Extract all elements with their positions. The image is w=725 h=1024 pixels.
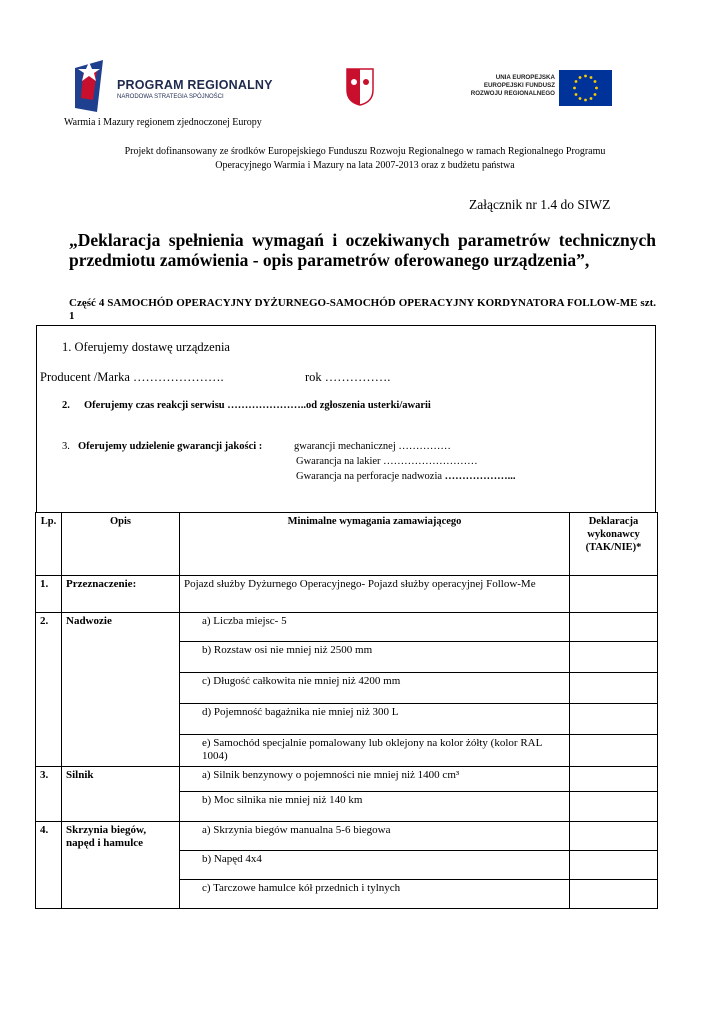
declaration-cell[interactable]: [570, 673, 658, 704]
row-description: Silnik: [62, 767, 180, 822]
requirement-cell: Pojazd służby Dyżurnego Operacyjnego- Pojazd służby operacyjnej Follow-Me: [180, 576, 570, 613]
perforation-warranty-field[interactable]: [296, 471, 516, 482]
declaration-cell[interactable]: [570, 880, 658, 909]
paint-warranty-field[interactable]: Gwarancja na lakier ………………………: [296, 456, 478, 467]
producer-field[interactable]: Producent /Marka ………………….: [40, 370, 224, 384]
row-description: Nadwozie: [62, 613, 180, 767]
row-number: 2.: [36, 613, 62, 767]
perforation-warranty-dots: ………………...: [444, 471, 516, 482]
table-row: [36, 576, 658, 613]
header-requirements: Minimalne wymagania zamawiającego: [180, 513, 570, 576]
requirement-cell: c) Tarczowe hamulce kół przednich i tylnych: [180, 880, 570, 909]
eu-label-line2: EUROPEJSKI FUNDUSZ: [483, 82, 555, 89]
declaration-cell[interactable]: [570, 576, 658, 613]
header-opis: Opis: [62, 513, 180, 576]
declaration-cell[interactable]: [570, 822, 658, 851]
header-lp: Lp.: [36, 513, 62, 576]
table-row: [36, 613, 658, 642]
project-line-1: Projekt dofinansowany ze środków Europejskiego Funduszu Rozwoju Regionalnego w ramach Regionalnego Programu: [124, 146, 606, 157]
declaration-cell[interactable]: [570, 613, 658, 642]
eu-flag-icon: [559, 70, 612, 106]
project-funding-note: [70, 145, 660, 173]
requirement-cell: b) Rozstaw osi nie mniej niż 2500 mm: [180, 642, 570, 673]
row-description: Przeznaczenie:: [62, 576, 180, 613]
offer-item-2-number: 2.: [62, 400, 70, 411]
eu-label-line3: ROZWOJU REGIONALNEGO: [470, 90, 555, 97]
offer-item-3-label: Oferujemy udzielenie gwarancji jakości :: [78, 441, 263, 452]
requirement-cell: b) Napęd 4x4: [180, 851, 570, 880]
perforation-warranty-label: Gwarancja na perforacje nadwozia: [296, 471, 443, 482]
coat-of-arms-icon: [346, 68, 374, 106]
offer-item-1: 1. Oferujemy dostawę urządzenia: [62, 340, 230, 354]
row-description: Skrzynia biegów, napęd i hamulce: [62, 822, 180, 909]
declaration-cell[interactable]: [570, 767, 658, 792]
eu-fund-label: [458, 74, 555, 98]
program-title: PROGRAM REGIONALNY: [117, 78, 273, 92]
requirement-cell: d) Pojemność bagażnika nie mniej niż 300 L: [180, 704, 570, 735]
requirement-cell: c) Długość całkowita nie mniej niż 4200 mm: [180, 673, 570, 704]
declaration-title: „Deklaracja spełnienia wymagań i oczekiwanych parametrów technicznych przedmiotu zamówienia - opis parametrów oferowanego urządzenia”,: [69, 230, 656, 270]
table-header-row: [36, 513, 658, 576]
project-line-2: Operacyjnego Warmia i Mazury na lata 2007-2013 oraz z budżetu państwa: [215, 160, 515, 171]
requirement-cell: a) Skrzynia biegów manualna 5-6 biegowa: [180, 822, 570, 851]
table-row: [36, 822, 658, 851]
declaration-cell[interactable]: [570, 851, 658, 880]
requirement-cell: a) Liczba miejsc- 5: [180, 613, 570, 642]
eu-label-line1: UNIA EUROPEJSKA: [495, 74, 555, 81]
annex-label: Załącznik nr 1.4 do SIWZ: [469, 197, 611, 212]
requirement-cell: b) Moc silnika nie mniej niż 140 km: [180, 792, 570, 822]
program-subtitle: NARODOWA STRATEGIA SPÓJNOŚCI: [117, 94, 224, 100]
table-row: [36, 767, 658, 792]
region-motto: Warmia i Mazury regionem zjednoczonej Europy: [64, 117, 262, 128]
offer-item-2[interactable]: Oferujemy czas reakcji serwisu …………………..od zgłoszenia usterki/awarii: [84, 400, 431, 411]
row-number: 4.: [36, 822, 62, 909]
part-heading: Część 4 SAMOCHÓD OPERACYJNY DYŻURNEGO-SAMOCHÓD OPERACYJNY KORDYNATORA FOLLOW-ME szt. 1: [69, 297, 656, 322]
declaration-cell[interactable]: [570, 642, 658, 673]
requirement-cell: e) Samochód specjalnie pomalowany lub oklejony na kolor żółty (kolor RAL 1004): [180, 735, 570, 767]
row-number: 3.: [36, 767, 62, 822]
declaration-cell[interactable]: [570, 735, 658, 767]
row-number: 1.: [36, 576, 62, 613]
specification-table: [35, 512, 658, 909]
requirement-cell: a) Silnik benzynowy o pojemności nie mniej niż 1400 cm³: [180, 767, 570, 792]
mechanical-warranty-field[interactable]: gwarancji mechanicznej ……………: [294, 441, 451, 452]
declaration-cell[interactable]: [570, 792, 658, 822]
offer-item-3-number: 3.: [62, 441, 70, 452]
declaration-cell[interactable]: [570, 704, 658, 735]
year-field[interactable]: rok …………….: [305, 370, 391, 384]
header-declaration: Deklaracja wykonawcy (TAK/NIE)*: [570, 513, 658, 576]
